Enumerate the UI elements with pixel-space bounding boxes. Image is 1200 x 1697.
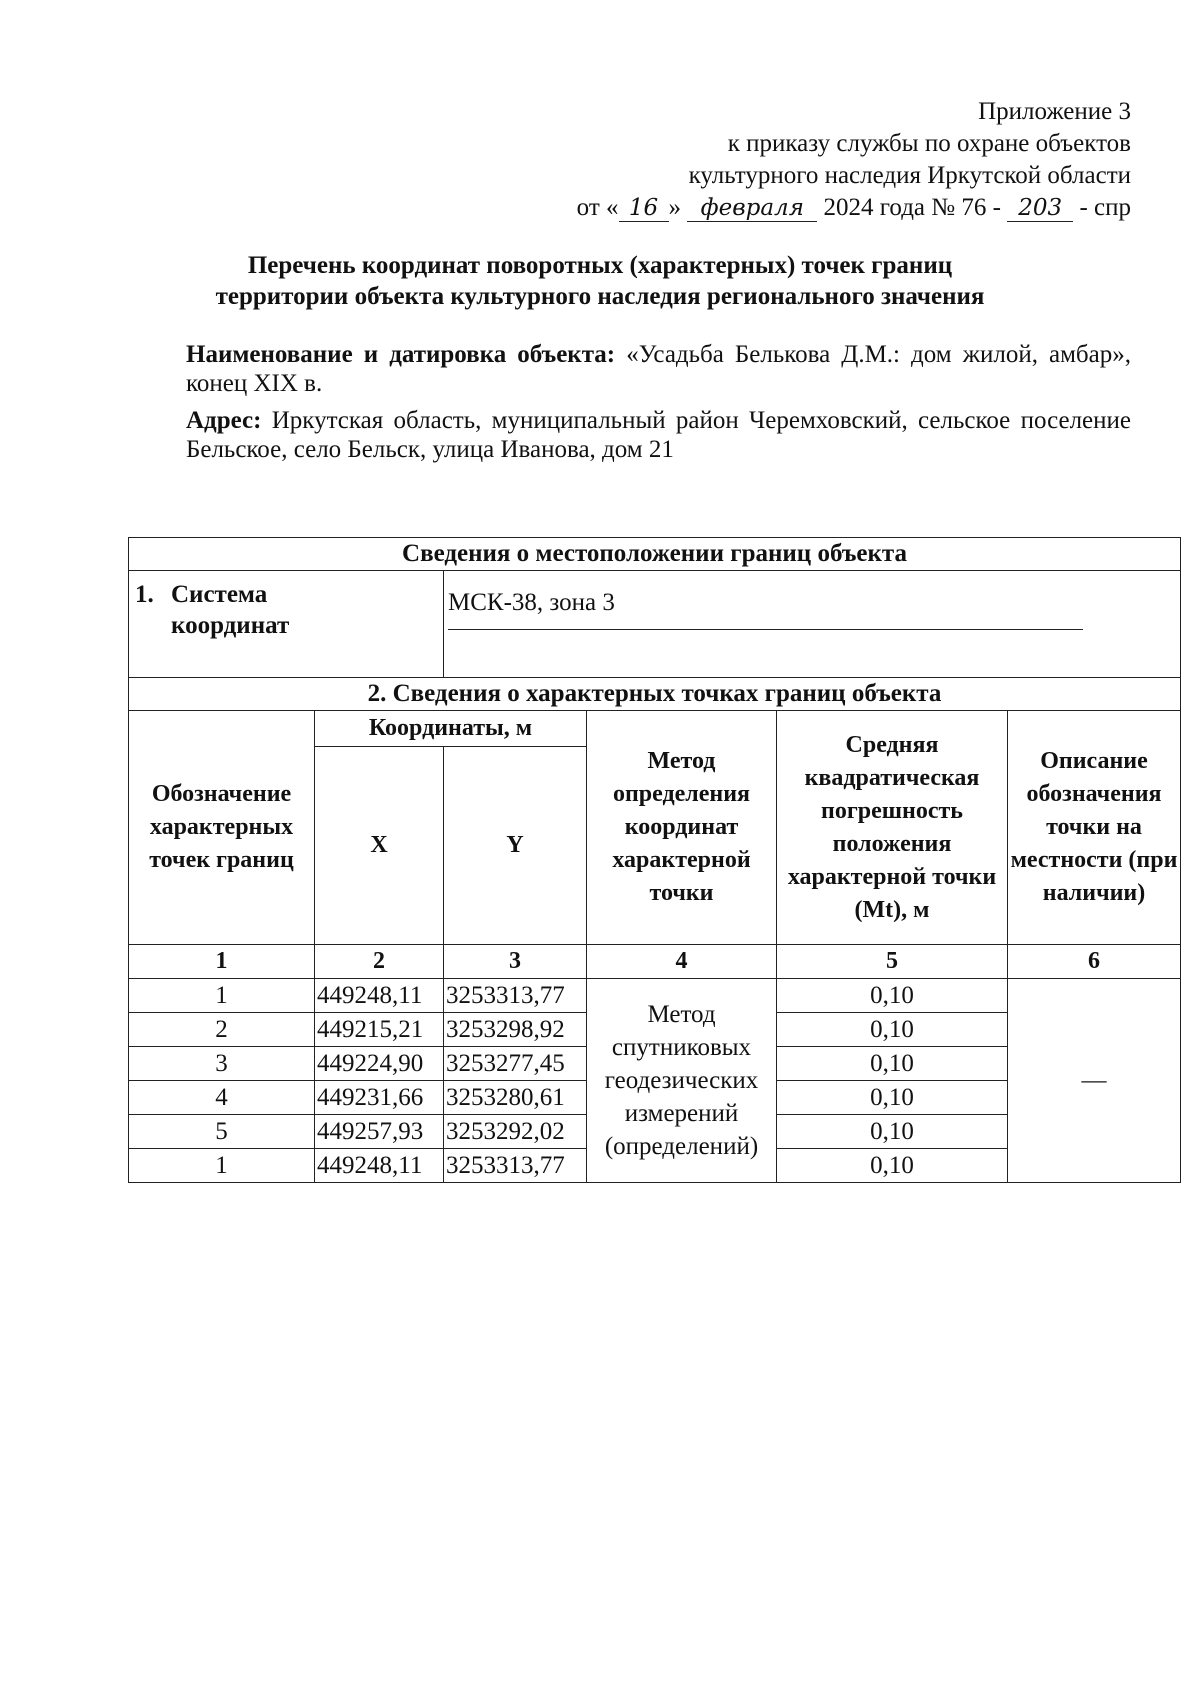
x-value: 449248,11 xyxy=(315,979,444,1013)
accuracy-value: 0,10 xyxy=(777,1115,1008,1149)
header-description: Описание обозначения точки на местности (при наличии) xyxy=(1008,711,1181,945)
handwritten-day: 16 xyxy=(619,195,669,222)
header-method: Метод определения координат характерной точки xyxy=(587,711,777,945)
appendix-date-line xyxy=(431,192,1131,224)
point-id: 1 xyxy=(129,979,315,1013)
column-number: 2 xyxy=(315,945,444,979)
y-value: 3253280,61 xyxy=(444,1081,587,1115)
date-prefix: от « xyxy=(576,194,619,221)
coordinate-system-value xyxy=(444,571,1181,678)
handwritten-order-number: 203 xyxy=(1007,195,1073,222)
table-row xyxy=(129,979,1181,1013)
x-value: 449215,21 xyxy=(315,1013,444,1047)
y-value: 3253292,02 xyxy=(444,1115,587,1149)
date-year-text: 2024 года № 76 - xyxy=(823,194,1001,221)
column-number: 5 xyxy=(777,945,1008,979)
handwritten-month: февраля xyxy=(687,195,817,222)
accuracy-value: 0,10 xyxy=(777,979,1008,1013)
document-title xyxy=(150,250,1050,312)
points-title-row xyxy=(129,678,1181,711)
appendix-header xyxy=(431,96,1131,224)
point-id: 1 xyxy=(129,1149,315,1183)
system-label-text: Система координат xyxy=(171,581,290,639)
method-value: Метод спутниковых геодезических измерений (определений) xyxy=(587,979,777,1183)
y-value: 3253298,92 xyxy=(444,1013,587,1047)
column-number: 4 xyxy=(587,945,777,979)
header-y: Y xyxy=(444,747,587,945)
appendix-line-2: культурного наследия Иркутской области xyxy=(688,162,1131,189)
column-number: 6 xyxy=(1008,945,1181,979)
header-row-1 xyxy=(129,711,1181,747)
coordinates-table xyxy=(128,537,1181,1183)
points-title: 2. Сведения о характерных точках границ объекта xyxy=(129,678,1181,711)
section-title: Сведения о местоположении границ объекта xyxy=(129,538,1181,571)
point-id: 5 xyxy=(129,1115,315,1149)
header-coordinates: Координаты, м xyxy=(315,711,587,747)
x-value: 449248,11 xyxy=(315,1149,444,1183)
x-value: 449224,90 xyxy=(315,1047,444,1081)
system-number: 1. xyxy=(135,581,154,608)
accuracy-value: 0,10 xyxy=(777,1149,1008,1183)
point-id: 2 xyxy=(129,1013,315,1047)
accuracy-value: 0,10 xyxy=(777,1013,1008,1047)
order-suffix: - спр xyxy=(1079,194,1131,221)
y-value: 3253277,45 xyxy=(444,1047,587,1081)
system-value-text: МСК-38, зона 3 xyxy=(448,589,1083,630)
object-name xyxy=(186,340,1131,398)
coordinate-system-row xyxy=(129,571,1181,678)
point-id: 3 xyxy=(129,1047,315,1081)
date-mid: » xyxy=(668,194,682,221)
header-accuracy: Средняя квадратическая погрешность положения характерной точки (Mt), м xyxy=(777,711,1008,945)
column-numbers-row xyxy=(129,945,1181,979)
object-address xyxy=(186,406,1131,464)
coordinate-system-label xyxy=(129,571,444,678)
section-title-row xyxy=(129,538,1181,571)
description-value: — xyxy=(1008,979,1181,1183)
object-address-value: Иркутская область, муниципальный район Черемховский, сельское поселение Бельское, село Бельск, улица Иванова, дом 21 xyxy=(186,407,1131,463)
header-designation: Обозначение характерных точек границ xyxy=(129,711,315,945)
column-number: 1 xyxy=(129,945,315,979)
object-info xyxy=(186,340,1131,464)
appendix-title: Приложение 3 xyxy=(978,98,1131,125)
header-x: X xyxy=(315,747,444,945)
object-name-label: Наименование и датировка объекта: xyxy=(186,341,616,368)
point-id: 4 xyxy=(129,1081,315,1115)
y-value: 3253313,77 xyxy=(444,979,587,1013)
title-line-1: Перечень координат поворотных (характерных) точек границ xyxy=(247,252,953,279)
column-number: 3 xyxy=(444,945,587,979)
accuracy-value: 0,10 xyxy=(777,1047,1008,1081)
object-name-value: «Усадьба Белькова Д.М.: дом жилой, амбар», конец XIX в. xyxy=(186,341,1131,397)
y-value: 3253313,77 xyxy=(444,1149,587,1183)
x-value: 449231,66 xyxy=(315,1081,444,1115)
x-value: 449257,93 xyxy=(315,1115,444,1149)
appendix-line-1: к приказу службы по охране объектов xyxy=(727,130,1131,157)
title-line-2: территории объекта культурного наследия регионального значения xyxy=(215,283,985,310)
accuracy-value: 0,10 xyxy=(777,1081,1008,1115)
object-address-label: Адрес: xyxy=(186,407,262,434)
